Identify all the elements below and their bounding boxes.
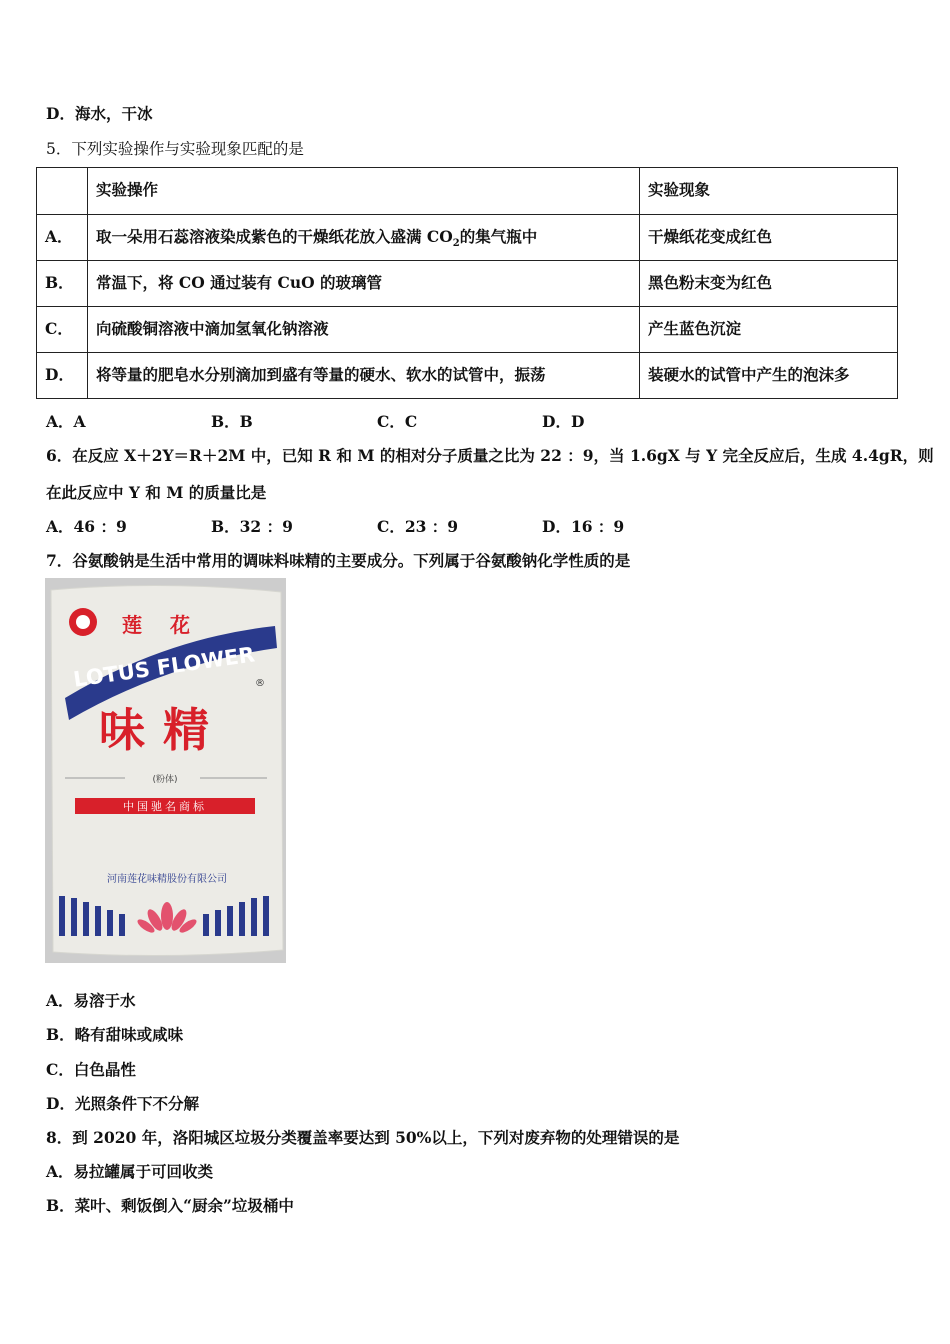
row-operation: 向硫酸铜溶液中滴加氢氧化钠溶液 [88, 307, 640, 353]
banner-text: 中国驰名商标 [123, 800, 207, 813]
row-label: A． [37, 215, 88, 261]
q5-option-a: A．A [46, 412, 86, 431]
q5-option-c: C．C [377, 412, 418, 431]
msg-bag-image [45, 578, 286, 963]
brand-en-text: LOTUS FLOWER [71, 642, 257, 692]
q6-stem-line2: 在此反应中 Y 和 M 的质量比是 [46, 483, 267, 502]
row-phenomenon: 产生蓝色沉淀 [640, 307, 898, 353]
q5-option-b: B．B [211, 412, 253, 431]
brand-cn-text: 莲花 [122, 613, 218, 637]
product-name-text: 味精 [99, 703, 227, 757]
q7-option-c: C．白色晶性 [46, 1060, 136, 1079]
table-row [37, 261, 898, 307]
q6-option-b: B．32 ：9 [211, 517, 293, 536]
table-row [37, 215, 898, 261]
row-operation: 常温下，将 CO 通过装有 CuO 的玻璃管 [88, 261, 640, 307]
q7-option-d: D．光照条件下不分解 [46, 1094, 199, 1113]
row-phenomenon: 装硬水的试管中产生的泡沫多 [640, 353, 898, 399]
q8-option-a: A．易拉罐属于可回收类 [46, 1162, 214, 1181]
msg-bag-illustration [45, 578, 286, 963]
table-header-cell [37, 168, 88, 215]
row-phenomenon: 黑色粉末变为红色 [640, 261, 898, 307]
q5-table [36, 167, 898, 399]
q6-option-c: C．23 ：9 [377, 517, 459, 536]
op-subscript: 2 [452, 238, 460, 250]
company-text: 河南莲花味精股份有限公司 [107, 874, 227, 885]
q4-option-d: D．海水，干冰 [46, 104, 153, 123]
op-text-post: 的集气瓶中 [459, 227, 538, 246]
svg-text:®: ® [255, 678, 265, 689]
q7-option-a: A．易溶于水 [46, 991, 136, 1010]
row-label: C． [37, 307, 88, 353]
q6-option-a: A．46 ：9 [46, 517, 127, 536]
table-row [37, 353, 898, 399]
table-header-cell: 实验操作 [88, 168, 640, 215]
q6-stem-line1: 6．在反应 X＋2Y＝R＋2M 中，已知 R 和 M 的相对分子质量之比为 22 ：9，当 1.6gX 与 Y 完全反应后，生成 4.4gR，则 [46, 446, 934, 465]
q7-stem: 7．谷氨酸钠是生活中常用的调味料味精的主要成分。下列属于谷氨酸钠化学性质的是 [46, 551, 631, 570]
q7-option-b: B．略有甜味或咸味 [46, 1025, 184, 1044]
table-row [37, 307, 898, 353]
q8-stem: 8．到 2020 年，洛阳城区垃圾分类覆盖率要达到 50%以上，下列对废弃物的处理错误的是 [46, 1128, 680, 1147]
row-operation [88, 215, 640, 261]
table-header-row [37, 168, 898, 215]
row-phenomenon: 干燥纸花变成红色 [640, 215, 898, 261]
q6-option-d: D．16 ：9 [542, 517, 625, 536]
table-header-cell: 实验现象 [640, 168, 898, 215]
q5-option-d: D．D [542, 412, 585, 431]
q8-option-b: B．菜叶、剩饭倒入“厨余”垃圾桶中 [46, 1196, 294, 1215]
product-type-text: (粉体) [152, 775, 178, 785]
row-operation: 将等量的肥皂水分别滴加到盛有等量的硬水、软水的试管中，振荡 [88, 353, 640, 399]
row-label: D． [37, 353, 88, 399]
row-label: B． [37, 261, 88, 307]
q5-stem: 5．下列实验操作与实验现象匹配的是 [46, 140, 304, 158]
op-text: 取一朵用石蕊溶液染成紫色的干燥纸花放入盛满 CO [96, 227, 453, 246]
